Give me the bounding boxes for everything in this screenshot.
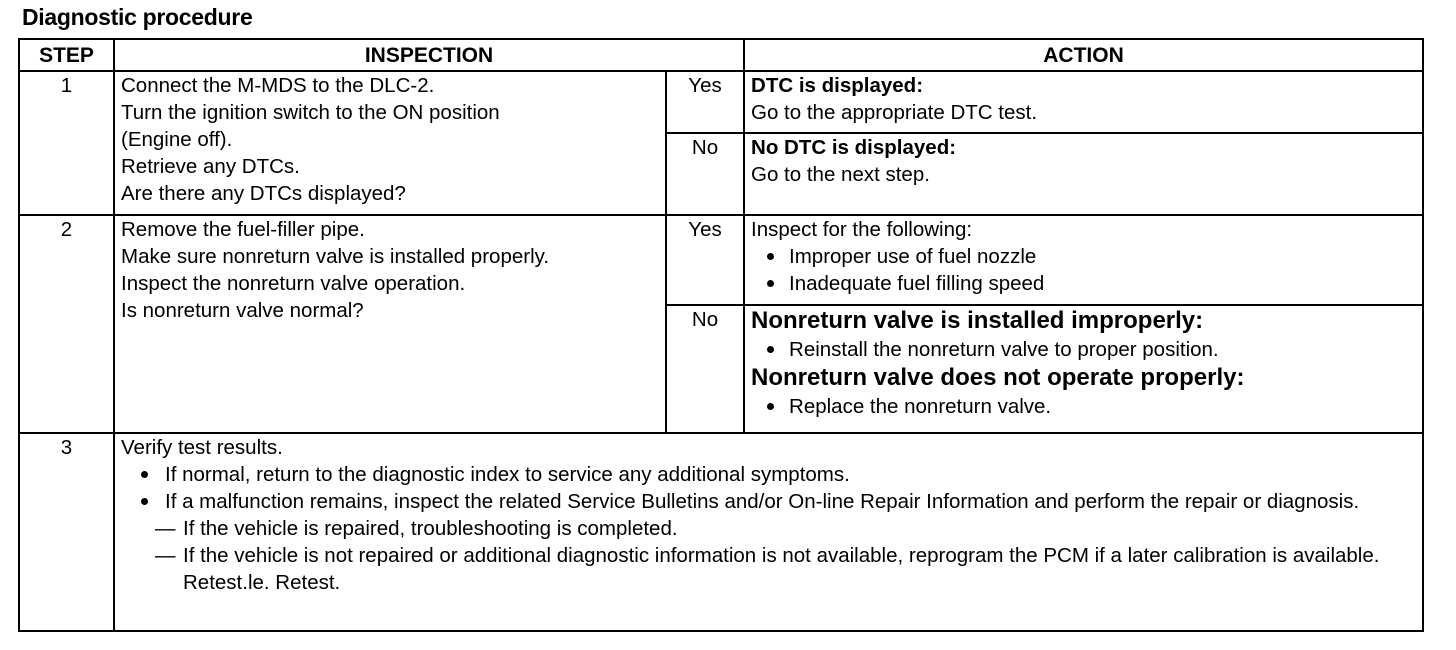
action-heading: Nonreturn valve does not operate properly:: [751, 364, 1245, 391]
action-bullet-list: [751, 336, 1416, 363]
list-item: If normal, return to the diagnostic index to service any additional symptoms.: [131, 461, 1416, 488]
result-dash-list: [121, 515, 1416, 596]
inspection-line: (Engine off).: [121, 128, 233, 151]
page-title: Diagnostic procedure: [22, 4, 253, 30]
yes-label: Yes: [666, 71, 744, 133]
table-row: [19, 71, 1423, 133]
inspection-cell: [114, 433, 1423, 631]
inspection-cell: [114, 215, 666, 433]
action-text: Go to the appropriate DTC test.: [751, 101, 1038, 124]
list-item: Reinstall the nonreturn valve to proper position.: [757, 336, 1416, 363]
list-item: If a malfunction remains, inspect the related Service Bulletins and/or On-line Repair Information and perform the repair or diagnosis.: [131, 488, 1416, 515]
action-cell: [744, 71, 1423, 133]
step-number: 1: [19, 71, 114, 215]
inspection-line: Retrieve any DTCs.: [121, 155, 300, 178]
action-cell: [744, 133, 1423, 215]
table-row: [19, 433, 1423, 631]
action-cell: [744, 305, 1423, 433]
action-heading: No DTC is displayed:: [751, 136, 957, 159]
header-step: STEP: [19, 39, 114, 71]
yes-label: Yes: [666, 215, 744, 305]
action-bullet-list: [751, 393, 1416, 420]
inspection-line: Make sure nonreturn valve is installed properly.: [121, 245, 550, 268]
list-item: — If the vehicle is repaired, troubleshooting is completed.: [155, 515, 1416, 542]
inspection-line: Is nonreturn valve normal?: [121, 299, 364, 322]
action-heading: Nonreturn valve is installed improperly:: [751, 307, 1204, 334]
diagnostic-table: [18, 38, 1424, 632]
list-item: Replace the nonreturn valve.: [757, 393, 1416, 420]
table-row: [19, 215, 1423, 305]
inspection-line: Connect the M-MDS to the DLC-2.: [121, 74, 435, 97]
step-number: 3: [19, 433, 114, 631]
action-text: Inspect for the following:: [751, 218, 973, 241]
step-number: 2: [19, 215, 114, 433]
result-bullet-list: [121, 461, 1416, 515]
header-action: ACTION: [744, 39, 1423, 71]
inspection-line: Turn the ignition switch to the ON position: [121, 101, 500, 124]
inspection-cell: [114, 71, 666, 215]
no-label: No: [666, 305, 744, 433]
action-text: Go to the next step.: [751, 163, 930, 186]
inspection-line: Remove the fuel-filler pipe.: [121, 218, 365, 241]
action-bullet-list: [751, 243, 1416, 297]
list-item: Inadequate fuel filling speed: [757, 270, 1416, 297]
table-header-row: [19, 39, 1423, 71]
inspection-line: Are there any DTCs displayed?: [121, 182, 406, 205]
inspection-line: Inspect the nonreturn valve operation.: [121, 272, 466, 295]
no-label: No: [666, 133, 744, 215]
inspection-line: Verify test results.: [121, 436, 283, 459]
list-item: — If the vehicle is not repaired or additional diagnostic information is not available, reprogram the PCM if a later calibration is available. Retest.le. Retest.: [155, 542, 1416, 596]
action-heading: DTC is displayed:: [751, 74, 924, 97]
list-item: Improper use of fuel nozzle: [757, 243, 1416, 270]
header-inspection: INSPECTION: [114, 39, 744, 71]
action-cell: [744, 215, 1423, 305]
